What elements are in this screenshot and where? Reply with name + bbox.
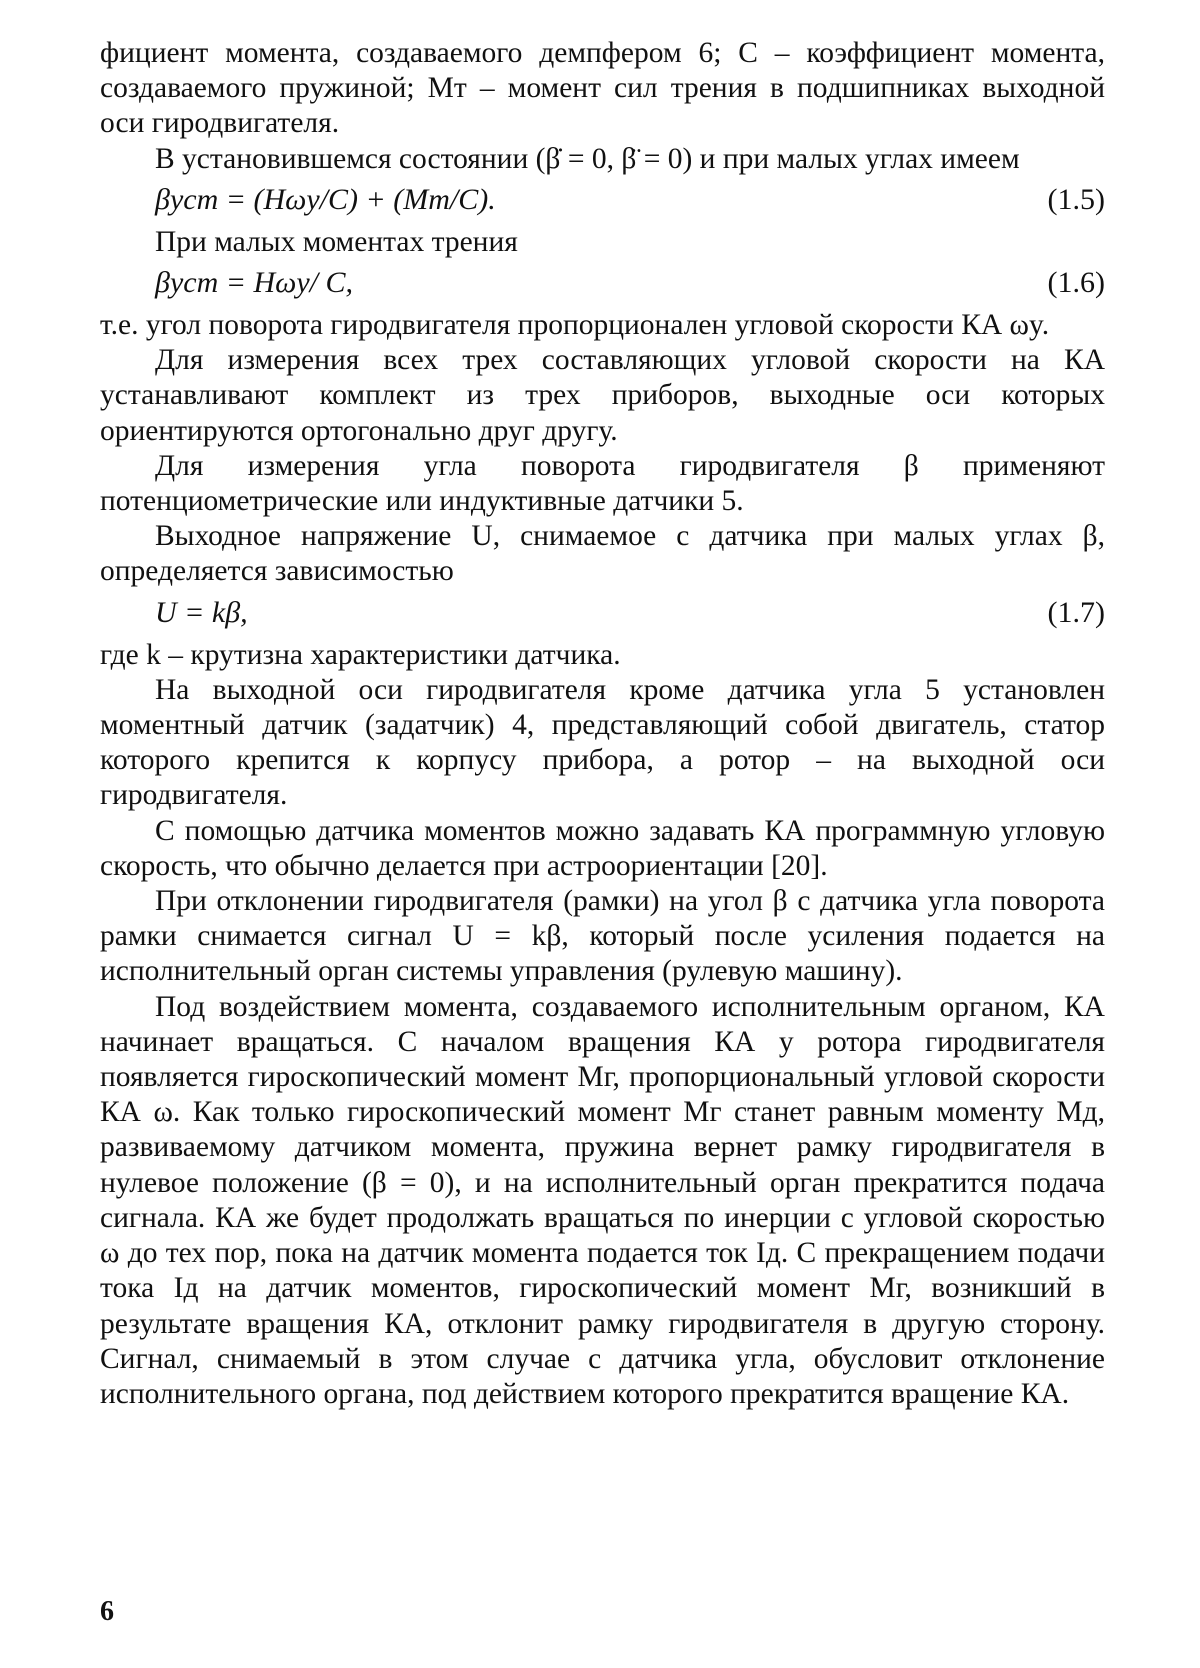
paragraph-3: При малых моментах трения [155, 225, 518, 258]
paragraph-1: фициент момента, создаваемого демпфером 6; C – коэффициент момента, создаваемого пружиной; Mт – момент сил трения в подшипниках выходной оси гиродвигателя. [100, 37, 1105, 140]
paragraph-12: Под воздействием момента, создаваемого исполнительным органом, КА начинает вращаться. С началом вращения КА у ротора гиродвигателя появляется гироскопический момент Mг, пропорциональный угловой скорости КА ω. Как только гироскопический момент Mг станет равным моменту Mд, развиваемому датчиком момента, пружина вернет рамку гиродвигателя в нулевое положение (β = 0), и на исполнительный орган прекратится подача сигнала. КА же будет продолжать вращаться по инерции с угловой скоростью ω до тех пор, пока на датчик момента подается ток Iд. С прекращением подачи тока Iд на датчик моментов, гироскопический момент Mг, возникший в результате вращения КА, отклонит рамку гиродвигателя в другую сторону. Сигнал, снимаемый в этом случае с датчика угла, обусловит отклонение исполнительного органа, под действием которого прекратится вращение КА. [100, 990, 1105, 1410]
equation-1-5 [100, 181, 1105, 219]
paragraph-11: При отклонении гиродвигателя (рамки) на угол β с датчика угла поворота рамки снимается сигнал U = kβ, который после усиления подается на исполнительный орган системы управления (рулевую машину). [100, 885, 1105, 988]
equation-1-7 [100, 594, 1105, 632]
paragraph-6: Для измерения угла поворота гиродвигателя β применяют потенциометрические или индуктивные датчики 5. [100, 449, 1105, 518]
paragraph-5: Для измерения всех трех составляющих угловой скорости на КА устанавливают комплект из трех приборов, выходные оси которых ориентируются ортогонально друг другу. [100, 344, 1105, 447]
equation-1-5-number: (1.5) [1047, 182, 1105, 216]
equation-1-6 [100, 264, 1105, 302]
paragraph-4: т.е. угол поворота гиродвигателя пропорционален угловой скорости КА ωy. [100, 309, 1050, 342]
paragraph-8: где k – крутизна характеристики датчика. [100, 638, 621, 671]
paragraph-2: В установившемся состоянии (β̇ = 0, β̈ = 0) и при малых углах имеем [155, 142, 1020, 175]
equation-1-6-expression: βуст = Hωy/ C, [155, 266, 353, 300]
equation-1-5-expression: βуст = (Hωy/C) + (Mт/C). [155, 182, 496, 216]
equation-1-6-number: (1.6) [1047, 266, 1105, 300]
paragraph-9: На выходной оси гиродвигателя кроме датчика угла 5 установлен моментный датчик (задатчик) 4, представляющий собой двигатель, статор которого крепится к корпусу прибора, а ротор – на выходной оси гиродвигателя. [100, 673, 1105, 812]
page-number: 6 [100, 1596, 114, 1627]
body-text [100, 36, 1105, 1412]
paragraph-10: С помощью датчика моментов можно задавать КА программную угловую скорость, что обычно делается при астроориентации [20]. [100, 814, 1105, 882]
paragraph-7: Выходное напряжение U, снимаемое с датчика при малых углах β, определяется зависимостью [100, 520, 1105, 588]
equation-1-7-expression: U = kβ, [155, 595, 248, 629]
equation-1-7-number: (1.7) [1047, 595, 1105, 629]
